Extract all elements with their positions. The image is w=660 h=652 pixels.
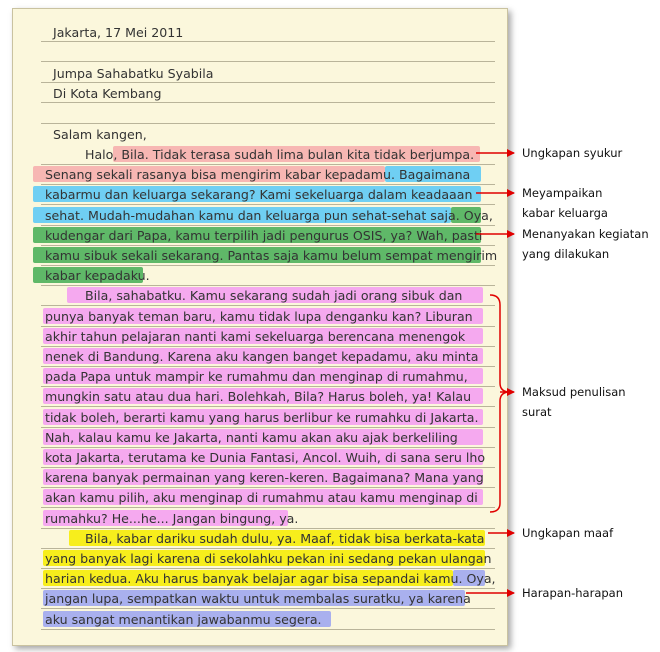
letter-line: Bila, sahabatku. Kamu sekarang sudah jadi orang sibuk dan: [85, 288, 463, 304]
letter-line: jangan lupa, sempatkan waktu untuk membalas suratku, ya karena: [45, 591, 471, 607]
letter-line: kota Jakarta, terutama ke Dunia Fantasi, Ancol. Wuih, di sana seru lho: [45, 450, 486, 465]
letter-line: tidak boleh, berarti kamu yang harus berlibur ke rumahku di Jakarta.: [45, 409, 479, 425]
letter-greeting: Salam kangen,: [53, 127, 147, 142]
letter-line: rumahku? He...he... Jangan bingung, ya.: [45, 510, 299, 526]
letter-line: Senang sekali rasanya bisa mengirim kabar kepadamu. Bagaimana: [45, 167, 471, 183]
letter-line: Bila, kabar dariku sudah dulu, ya. Maaf, tidak bisa berkata-kata: [85, 530, 485, 546]
letter-line: kabarmu dan keluarga sekarang? Kami sekeluarga dalam keadaaan: [45, 187, 473, 203]
letter-line: karena banyak permainan yang keren-keren. Bagaimana? Mana yang: [45, 470, 484, 486]
note-kabar-line2: kabar keluarga: [522, 206, 608, 220]
letter-line: harian kedua. Aku harus banyak belajar agar bisa sepandai kamu. Oya,: [45, 571, 496, 587]
letter-line: Halo, Bila. Tidak terasa sudah lima bulan kita tidak berjumpa.: [85, 147, 475, 162]
note-maksud-line1: Maksud penulisan: [522, 385, 626, 399]
letter-addressee-city: Di Kota Kembang: [53, 86, 162, 101]
letter-line: yang banyak lagi karena di sekolahku pekan ini sedang pekan ulangan: [45, 551, 492, 566]
letter-line: nenek di Bandung. Karena aku kangen banget kepadamu, aku minta: [45, 349, 479, 364]
letter-line: akhir tahun pelajaran nanti kami sekeluarga berencana menengok: [45, 328, 466, 344]
note-kabar-line1: Meyampaikan: [522, 186, 603, 200]
note-ungkapan-syukur: Ungkapan syukur: [522, 146, 623, 160]
letter-line: kudengar dari Papa, kamu terpilih jadi pengurus OSIS, ya? Wah, pasti: [45, 227, 483, 243]
note-ungkapan-maaf: Ungkapan maaf: [522, 526, 614, 540]
letter-line: kamu sibuk sekali sekarang. Pantas saja kamu belum sempat mengirim: [45, 248, 498, 263]
letter-line: pada Papa untuk mampir ke rumahmu dan menginap di rumahmu,: [45, 369, 468, 385]
letter-line: kabar kepadaku.: [45, 268, 150, 284]
letter-addressee-name: Jumpa Sahabatku Syabila: [53, 66, 214, 81]
letter-line: Nah, kalau kamu ke Jakarta, nanti kamu akan aku ajak berkeliling: [45, 429, 458, 445]
letter-date: Jakarta, 17 Mei 2011: [53, 25, 184, 40]
letter-line: punya banyak teman baru, kamu tidak lupa denganku kan? Liburan: [45, 308, 473, 324]
note-maksud-line2: surat: [522, 405, 552, 419]
letter-line: sehat. Mudah-mudahan kamu dan keluarga pun sehat-sehat saja. Oya,: [45, 207, 493, 223]
note-harapan: Harapan-harapan: [522, 586, 624, 600]
letter-line: mungkin satu atau dua hari. Bolehkah, Bila? Harus boleh, ya! Kalau: [45, 389, 472, 405]
letter-line: akan kamu pilih, aku menginap di rumahmu atau kamu menginap di: [45, 490, 478, 506]
bracket-maksud: [490, 295, 508, 512]
note-kegiatan-line2: yang dilakukan: [522, 247, 610, 261]
letter-line: aku sangat menantikan jawabanmu segera.: [45, 611, 322, 627]
note-kegiatan-line1: Menanyakan kegiatan: [522, 227, 649, 241]
